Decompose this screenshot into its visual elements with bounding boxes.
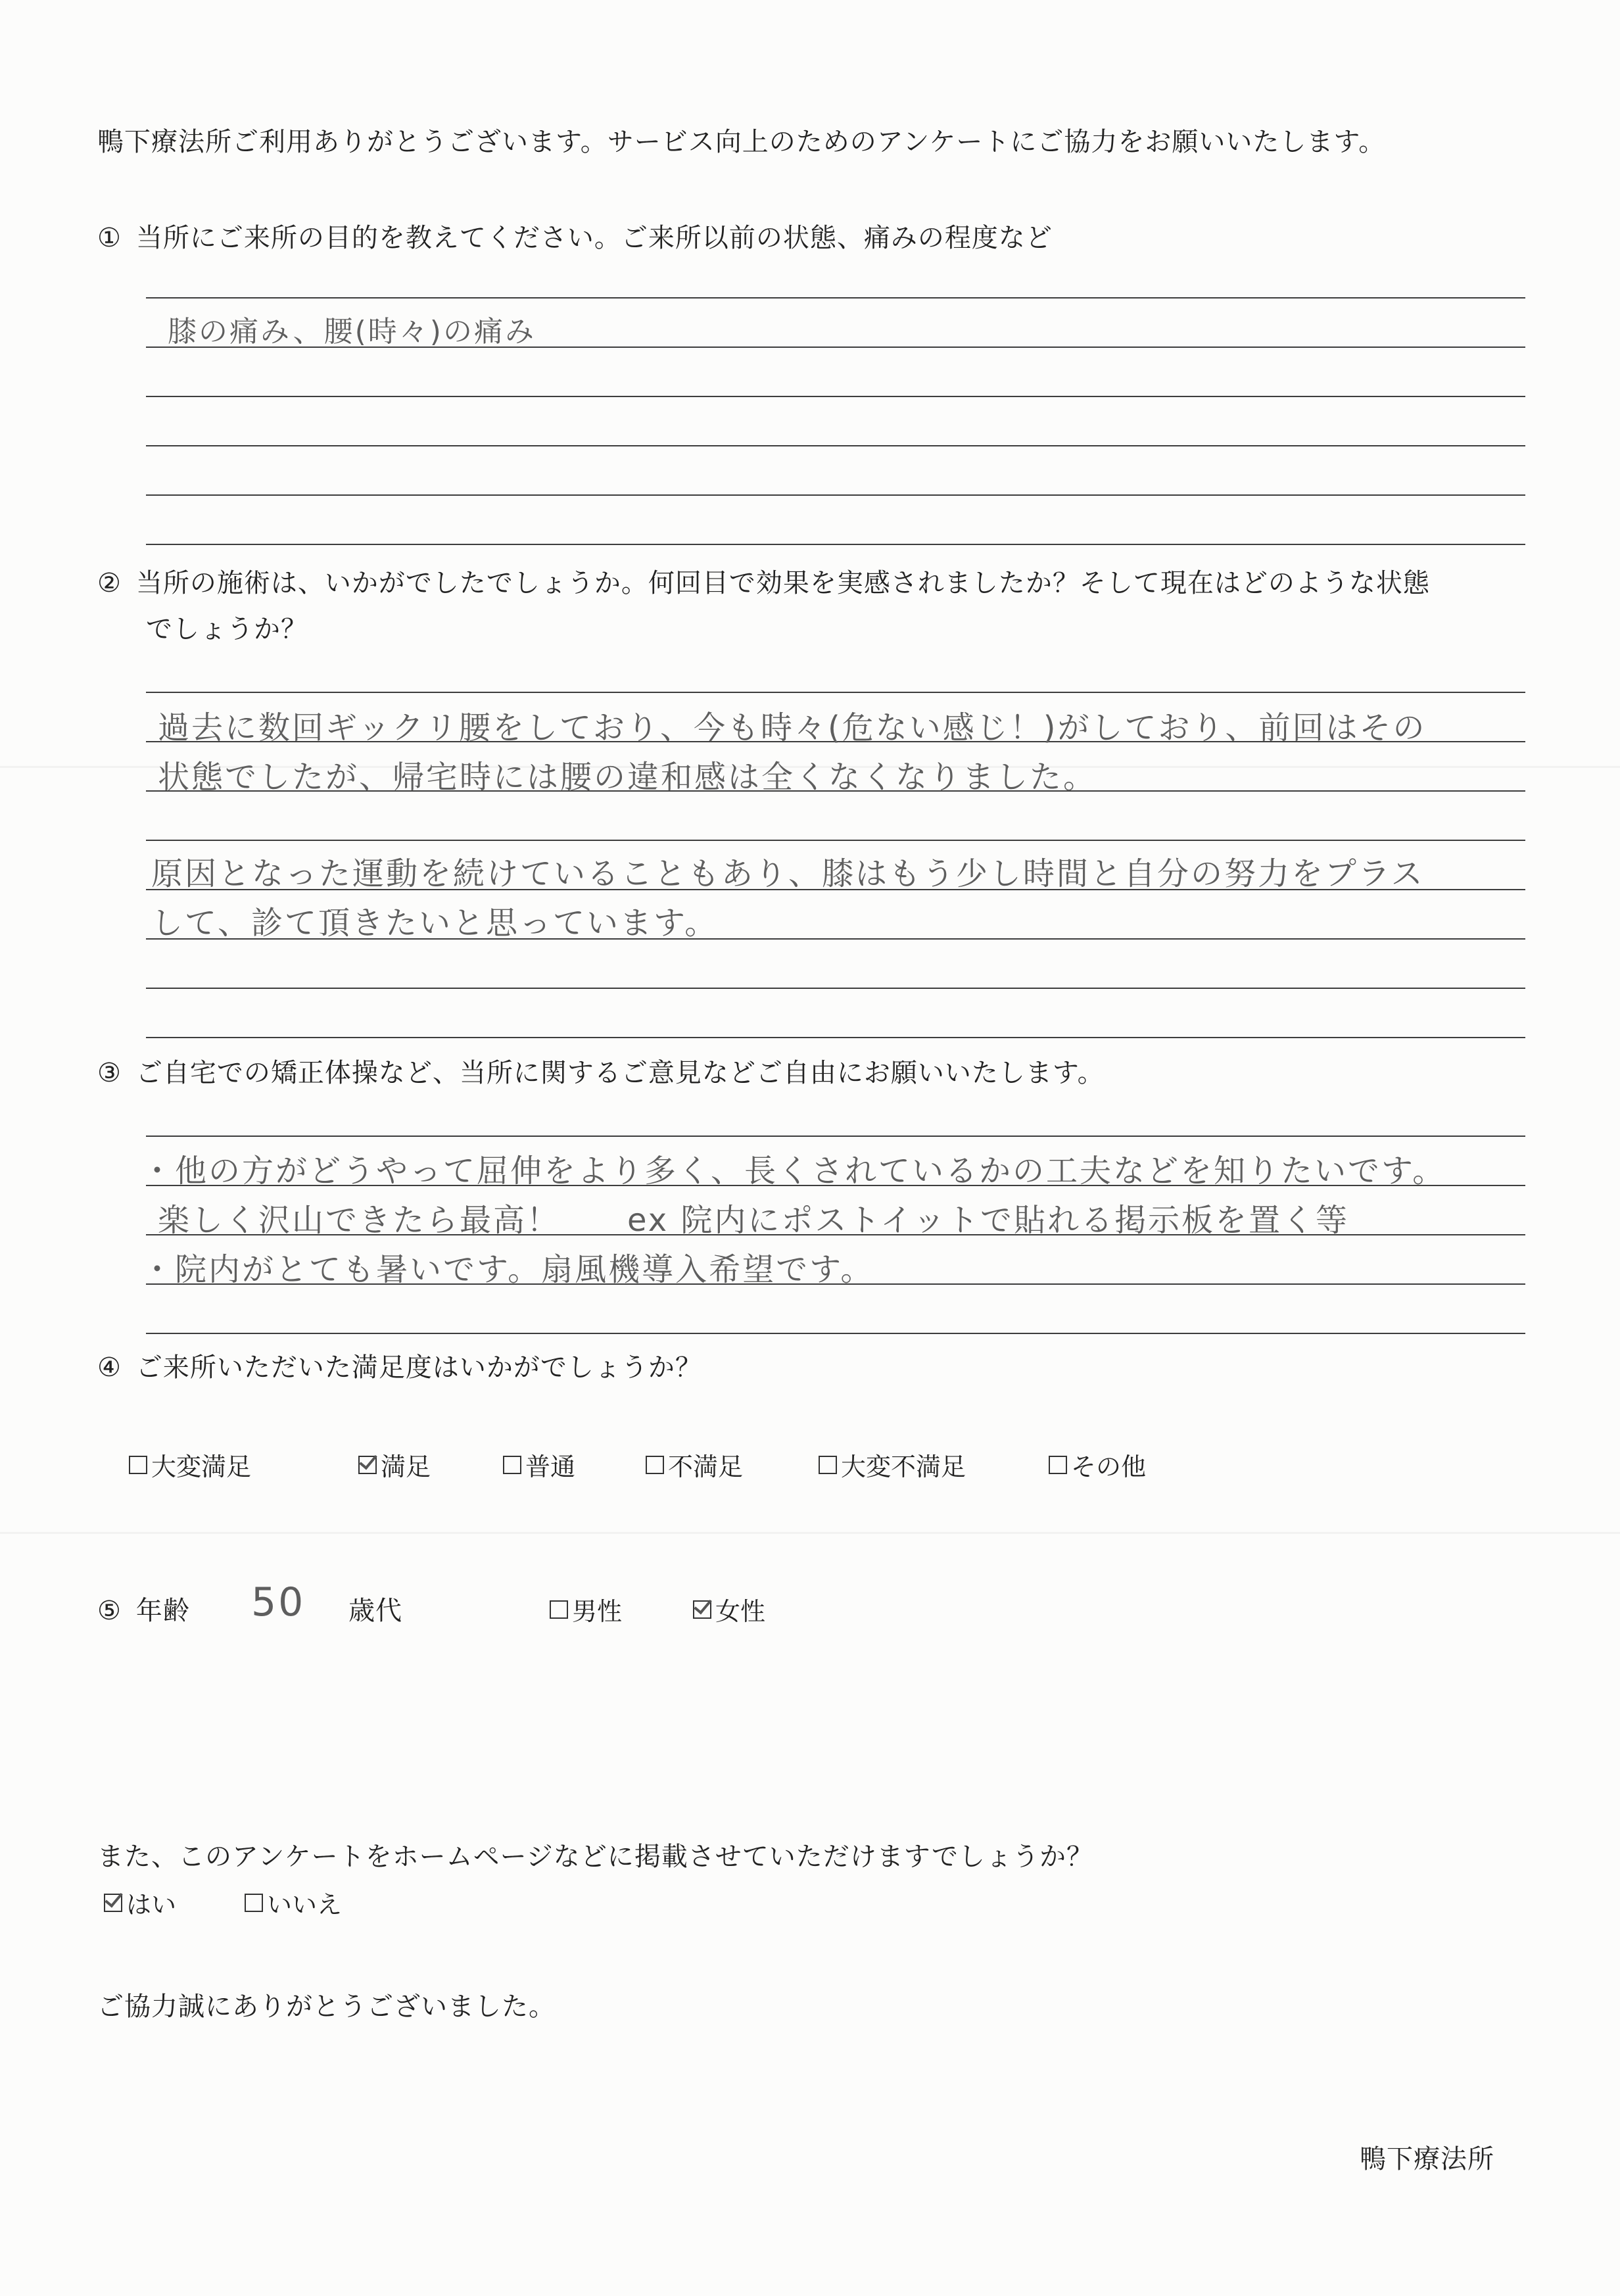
option-label: その他 [1071, 1452, 1147, 1481]
checkbox[interactable] [693, 1600, 711, 1619]
checkbox[interactable] [646, 1456, 664, 1474]
clinic-signature: 鴨下療法所 [1360, 2144, 1494, 2174]
satisfaction-option[interactable] [819, 1447, 966, 1483]
answer-line [146, 1333, 1525, 1334]
satisfaction-option[interactable] [358, 1447, 431, 1483]
gender-option[interactable] [693, 1591, 765, 1627]
answer-line [146, 297, 1525, 299]
question-text: ご自宅での矯正体操など、当所に関するご意見などご自由にお願いいたします。 [135, 1058, 1105, 1088]
intro-text: 鴨下療法所ご利用ありがとうございます。サービス向上のためのアンケートにご協力をお願いいたします。 [97, 127, 1386, 157]
question-2 [97, 562, 1430, 600]
satisfaction-option[interactable] [129, 1447, 251, 1483]
age-value: 50 [251, 1579, 306, 1625]
question-text: 当所にご来所の目的を教えてください。ご来所以前の状態、痛みの程度など [135, 223, 1053, 253]
publish-question: また、このアンケートをホームページなどに掲載させていただけますでしょうか？ [97, 1842, 1093, 1872]
question-text: 当所の施術は、いかがでしたでしょうか。何回目で効果を実感されましたか？そして現在はどのような状態 [135, 568, 1430, 598]
paper-fold [0, 1532, 1620, 1534]
question-number: ① [97, 223, 122, 253]
checkbox[interactable] [503, 1456, 521, 1474]
age-label: 年齢 [135, 1596, 190, 1626]
option-label: 男性 [572, 1597, 623, 1626]
question-number: ④ [97, 1352, 122, 1383]
handwritten-answer: 過去に数回ギックリ腰をしており、今も時々(危ない感じ！)がしており、前回はその [158, 709, 1427, 746]
option-label: 大変満足 [151, 1452, 252, 1481]
handwritten-answer: ・院内がとても暑いです。扇風機導入希望です。 [141, 1251, 874, 1288]
handwritten-answer: ・他の方がどうやって屈伸をより多く、長くされているかの工夫などを知りたいです。 [141, 1153, 1446, 1189]
question-1 [97, 217, 1053, 254]
question-2-cont: でしょうか？ [146, 614, 308, 644]
option-label: はい [126, 1890, 177, 1919]
answer-line [146, 494, 1525, 496]
checkbox[interactable] [129, 1456, 147, 1474]
option-label: 普通 [525, 1452, 576, 1481]
question-3 [97, 1052, 1105, 1089]
option-label: 満足 [381, 1452, 431, 1481]
thanks-text: ご協力誠にありがとうございました。 [97, 1992, 556, 2022]
answer-line [146, 544, 1525, 545]
publish-option[interactable] [245, 1884, 342, 1921]
satisfaction-option[interactable] [503, 1447, 575, 1483]
option-label: 女性 [715, 1597, 766, 1626]
handwritten-answer: 原因となった運動を続けていることもあり、膝はもう少し時間と自分の努力をプラス [151, 855, 1425, 892]
checkbox[interactable] [358, 1456, 377, 1474]
gender-option[interactable] [550, 1591, 622, 1627]
satisfaction-option[interactable] [1049, 1447, 1146, 1483]
handwritten-answer: して、診て頂きたいと思っています。 [151, 905, 719, 942]
answer-line [146, 396, 1525, 397]
checkbox[interactable] [245, 1894, 263, 1912]
checkbox[interactable] [819, 1456, 837, 1474]
option-label: いいえ [267, 1890, 343, 1919]
answer-line [146, 1136, 1525, 1137]
question-4 [97, 1347, 702, 1384]
checkbox[interactable] [104, 1894, 122, 1912]
question-5 [97, 1590, 190, 1627]
handwritten-answer: 楽しく沢山できたら最高！ ex 院内にポストイットで貼れる掲示板を置く等 [158, 1202, 1349, 1239]
checkbox[interactable] [550, 1600, 568, 1619]
answer-line [146, 1037, 1525, 1038]
question-number: ③ [97, 1058, 122, 1088]
option-label: 不満足 [668, 1452, 744, 1481]
question-number: ⑤ [97, 1596, 122, 1626]
question-number: ② [97, 568, 122, 598]
answer-line [146, 840, 1525, 841]
answer-line [146, 692, 1525, 693]
age-suffix: 歳代 [348, 1596, 402, 1626]
question-text: ご来所いただいた満足度はいかがでしょうか？ [135, 1352, 702, 1383]
handwritten-answer: 膝の痛み、腰(時々)の痛み [168, 315, 536, 348]
answer-line [146, 988, 1525, 989]
satisfaction-option[interactable] [646, 1447, 743, 1483]
option-label: 大変不満足 [841, 1452, 966, 1481]
handwritten-answer: 状態でしたが、帰宅時には腰の違和感は全くなくなりました。 [158, 759, 1097, 796]
publish-option[interactable] [104, 1884, 176, 1921]
answer-line [146, 445, 1525, 446]
checkbox[interactable] [1049, 1456, 1067, 1474]
